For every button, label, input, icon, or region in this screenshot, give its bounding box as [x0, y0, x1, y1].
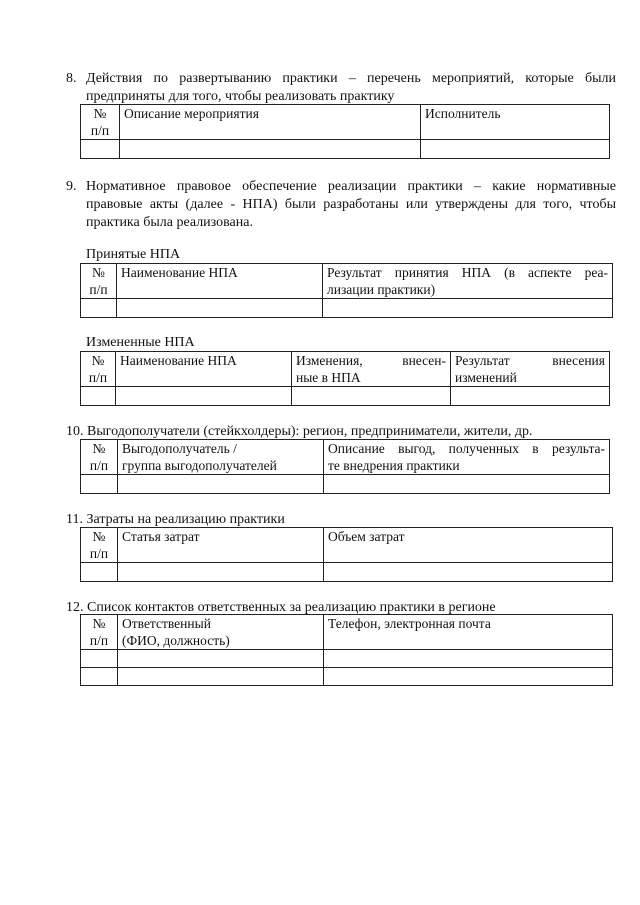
- header-responsible-line-2: (ФИО, должность): [122, 633, 230, 648]
- header-cell-npa-name: Наименование НПА: [117, 264, 323, 299]
- section-8-line-1: Действия по развертыванию практики – перечень мероприятий, которые были: [86, 71, 616, 86]
- header-changes-line-1: Изменения, внесен-: [296, 353, 446, 368]
- table-cell[interactable]: [117, 299, 323, 318]
- header-cell-result: [451, 352, 610, 387]
- table-cell[interactable]: [323, 299, 613, 318]
- section-12-heading: 12. Список контактов ответственных за реализацию практики в регионе: [66, 600, 496, 615]
- header-number-label: №: [91, 353, 105, 368]
- table-header-row: [81, 352, 610, 387]
- table-header-row: [81, 105, 610, 140]
- table-cell[interactable]: [324, 563, 613, 582]
- section-11-heading: 11. Затраты на реализацию практики: [66, 512, 285, 527]
- header-cell-benefit-description: [324, 440, 610, 475]
- table-header-row: [81, 615, 613, 650]
- table-header-row: [81, 440, 610, 475]
- table-cell[interactable]: [120, 140, 421, 159]
- table-cell[interactable]: [118, 563, 324, 582]
- header-cell-beneficiary: [118, 440, 324, 475]
- table-cell[interactable]: [81, 299, 117, 318]
- table-cell[interactable]: [118, 475, 324, 494]
- header-changes-line-2: ные в НПА: [296, 370, 361, 385]
- table-row: [81, 475, 610, 494]
- header-cell-executor: Исполнитель: [421, 105, 610, 140]
- adopted-npa-title: Принятые НПА: [86, 247, 181, 262]
- table-11-costs: [80, 527, 613, 582]
- table-row: [81, 299, 613, 318]
- header-number-label: №: [92, 616, 106, 631]
- header-benefit-line-2: те внедрения практики: [328, 458, 460, 473]
- header-result-line-1: Результат принятия НПА (в аспекте реа-: [327, 265, 608, 280]
- header-number-sublabel: п/п: [89, 458, 109, 473]
- table-10-beneficiaries: [80, 439, 610, 494]
- table-8-activities: [80, 104, 610, 159]
- table-9-changed-npa: [80, 351, 610, 406]
- header-cell-number: [81, 528, 118, 563]
- header-cell-contact: Телефон, электронная почта: [324, 615, 613, 650]
- header-cell-number: [81, 352, 116, 387]
- table-row: [81, 563, 613, 582]
- header-number-label: №: [92, 265, 105, 280]
- header-beneficiary-line-2: группа выгодополучателей: [122, 458, 277, 473]
- table-9-adopted-npa: [80, 263, 613, 318]
- table-header-row: [81, 528, 613, 563]
- section-9-number: 9.: [66, 179, 77, 194]
- table-header-row: [81, 264, 613, 299]
- header-number-label: №: [93, 106, 107, 121]
- section-8-line-2: предприняты для того, чтобы реализовать практику: [86, 89, 395, 104]
- table-cell[interactable]: [116, 387, 292, 406]
- header-result-line-1: Результат внесения: [455, 353, 605, 368]
- header-number-sublabel: п/п: [89, 633, 109, 648]
- table-cell[interactable]: [324, 650, 613, 668]
- table-row: [81, 668, 613, 686]
- table-cell[interactable]: [81, 563, 118, 582]
- header-cell-npa-name: Наименование НПА: [116, 352, 292, 387]
- header-result-line-2: изменений: [455, 370, 517, 385]
- header-number-sublabel: п/п: [89, 282, 108, 297]
- table-cell[interactable]: [81, 140, 120, 159]
- header-cell-result: [323, 264, 613, 299]
- header-cell-responsible: [118, 615, 324, 650]
- header-responsible-line-1: Ответственный: [122, 616, 211, 631]
- table-cell[interactable]: [292, 387, 451, 406]
- table-cell[interactable]: [324, 668, 613, 686]
- header-beneficiary-line-1: Выгодополучатель /: [122, 441, 237, 456]
- table-12-contacts: [80, 614, 613, 686]
- header-result-line-2: лизации практики): [327, 282, 436, 297]
- table-row: [81, 140, 610, 159]
- header-cell-cost-amount: Объем затрат: [324, 528, 613, 563]
- table-row: [81, 650, 613, 668]
- header-cell-description: Описание мероприятия: [120, 105, 421, 140]
- header-number-sublabel: п/п: [89, 546, 109, 561]
- header-cell-number: [81, 105, 120, 140]
- table-cell[interactable]: [118, 650, 324, 668]
- header-number-sublabel: п/п: [90, 123, 110, 138]
- table-cell[interactable]: [451, 387, 610, 406]
- section-8-number: 8.: [66, 71, 77, 86]
- table-cell[interactable]: [421, 140, 610, 159]
- header-number-label: №: [92, 529, 106, 544]
- header-number-label: №: [92, 441, 106, 456]
- table-cell[interactable]: [81, 387, 116, 406]
- header-benefit-line-1: Описание выгод, полученных в результа-: [328, 441, 605, 456]
- section-8-heading: [66, 70, 616, 106]
- section-9-heading: [66, 178, 616, 232]
- header-number-sublabel: п/п: [88, 370, 108, 385]
- table-cell[interactable]: [118, 668, 324, 686]
- changed-npa-title: Измененные НПА: [86, 335, 195, 350]
- section-9-line-1: Нормативное правовое обеспечение реализации практики – какие нормативные: [86, 179, 616, 194]
- table-cell[interactable]: [81, 668, 118, 686]
- header-cell-number: [81, 264, 117, 299]
- header-cell-cost-item: Статья затрат: [118, 528, 324, 563]
- section-9-line-2: правовые акты (далее - НПА) были разработаны или утверждены для того, чтобы: [86, 197, 616, 212]
- header-cell-number: [81, 615, 118, 650]
- table-row: [81, 387, 610, 406]
- section-10-heading: 10. Выгодополучатели (стейкхолдеры): регион, предприниматели, жители, др.: [66, 424, 533, 439]
- table-cell[interactable]: [81, 650, 118, 668]
- section-9-line-3: практика была реализована.: [86, 215, 253, 230]
- header-cell-number: [81, 440, 118, 475]
- table-cell[interactable]: [81, 475, 118, 494]
- table-cell[interactable]: [324, 475, 610, 494]
- header-cell-changes: [292, 352, 451, 387]
